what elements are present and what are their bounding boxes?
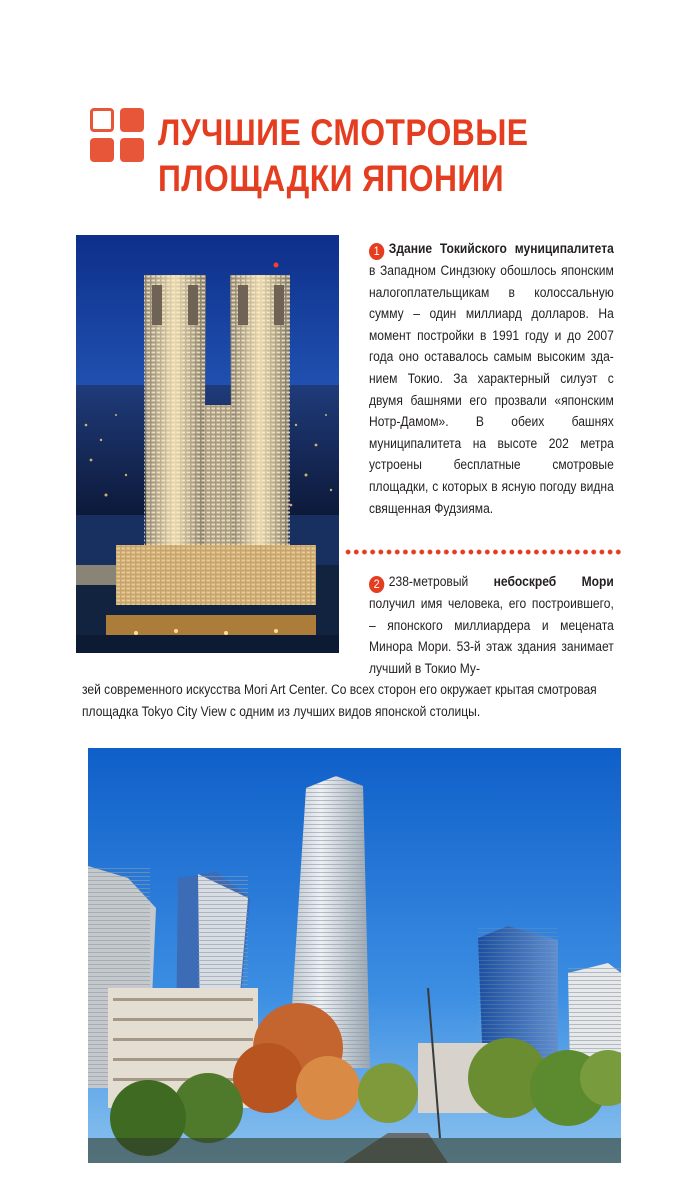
mori-tower-photo: [88, 748, 621, 1163]
page-title-line-2: ПЛОЩАДКИ ЯПОНИИ: [158, 158, 505, 199]
four-squares-icon: [90, 108, 144, 162]
tokyo-metropolitan-government-building-photo: [76, 235, 339, 653]
page-title: [158, 110, 588, 202]
dotted-divider: [344, 549, 624, 555]
section-2-text: [369, 571, 614, 679]
section-2-text-continued: зей современного искусства Mori Art Center. Со всех сторон его окружает крытая смотровая площадка Tokyo City View с одним из лучших видов японской столицы.: [82, 682, 597, 719]
section-1-body: в Западном Синдзюку обошлось японским налогоплательщикам в колоссальную сумму – один миллиард долларов. На момент постройки в 1991 году и до 2007 года оно оставалось самым высоким зданием Токио. За характерный силуэт с двумя башнями его прозвали «японским Нотр-Дамом». В обеих башнях муниципалитета на высоте 202 метра устроены бесплатные смотровые площадки, с которых в ясную погоду видна священная Фудзияма.: [369, 263, 614, 516]
section-2-pre: 238-метровый: [388, 574, 494, 589]
number-badge-1: 1: [369, 243, 384, 260]
section-1-text: [369, 238, 614, 519]
number-badge-2: 2: [369, 576, 384, 593]
section-2-body-a: получил имя человека, его построившего, – японского миллиардера и мецената Минора Мори. 53-й этаж здания занимает лучший в Токио Му-: [369, 596, 614, 676]
section-1-heading: Здание Токийского муниципалитета: [388, 241, 614, 256]
page-title-line-1: ЛУЧШИЕ СМОТРОВЫЕ: [158, 112, 529, 153]
section-2-heading: небоскреб Мори: [493, 574, 614, 589]
